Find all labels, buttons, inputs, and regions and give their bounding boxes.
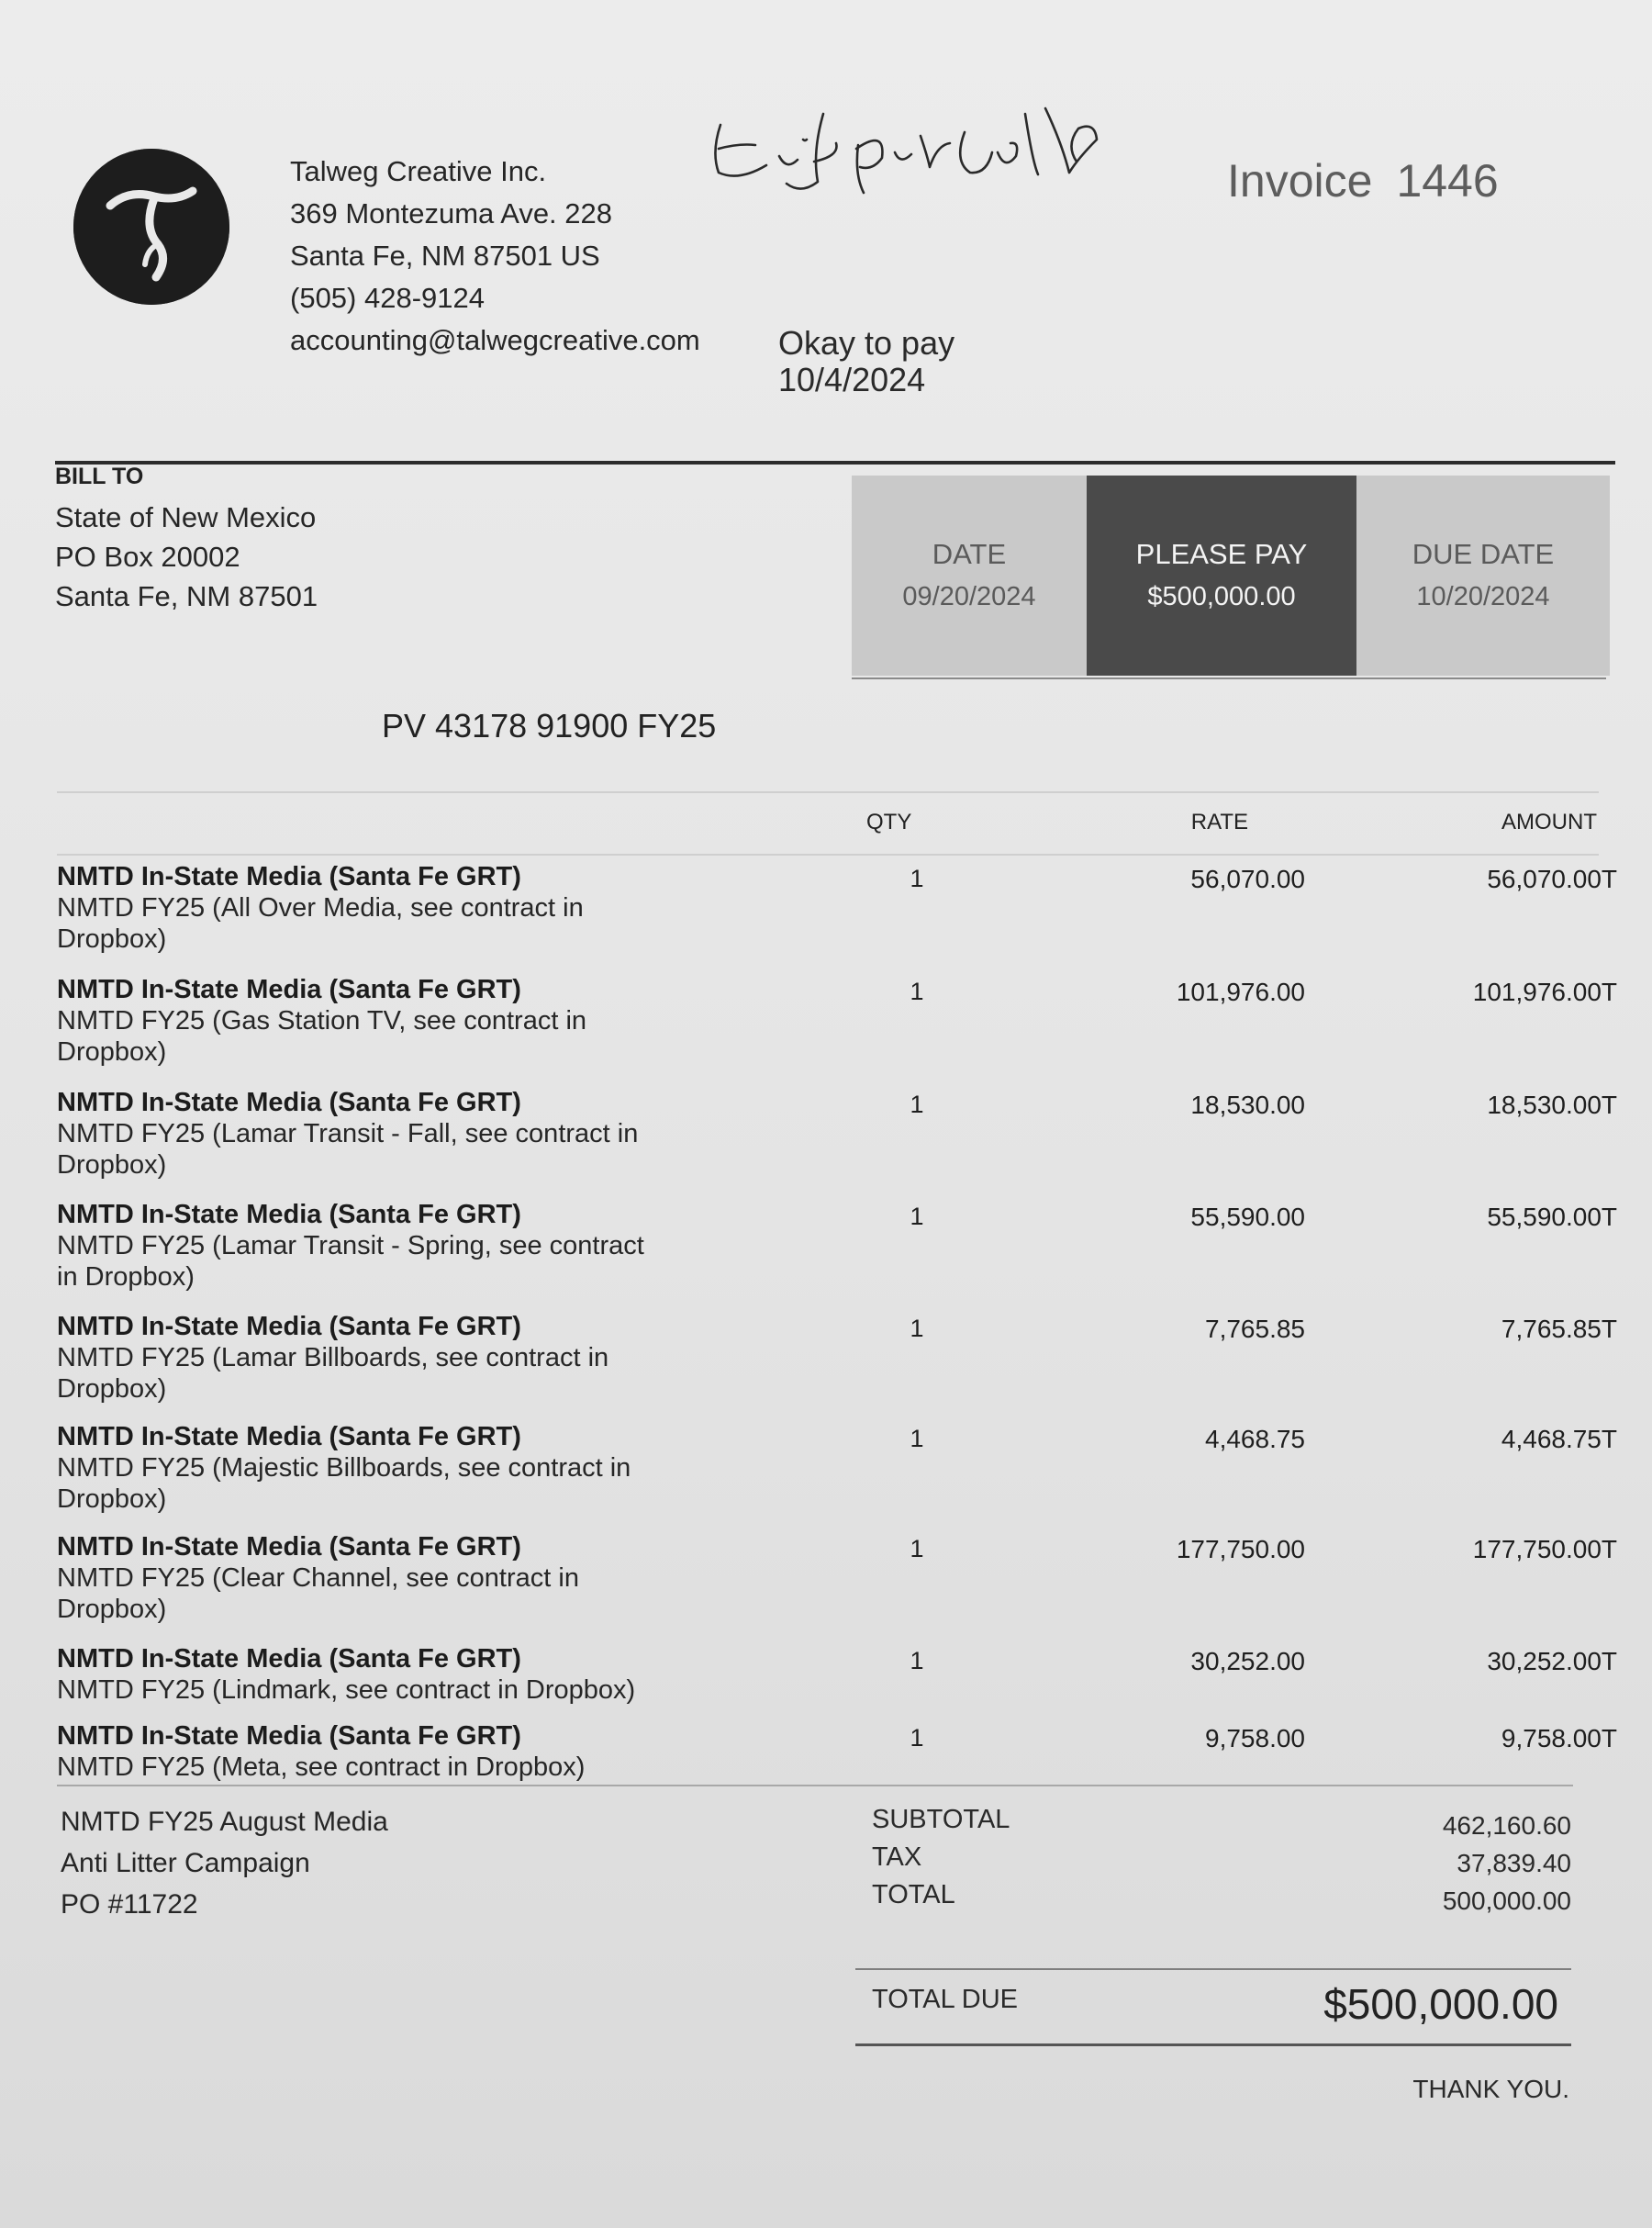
- line-item-description: [57, 861, 718, 955]
- summary-divider: [852, 677, 1606, 679]
- line-item-detail: NMTD FY25 (Lindmark, see contract in Dropbox): [57, 1675, 636, 1705]
- subtotal-value: 462,160.60: [1442, 1811, 1571, 1840]
- line-item-name: NMTD In-State Media (Santa Fe GRT): [57, 1532, 521, 1562]
- line-item-detail: NMTD FY25 (All Over Media, see contract in: [57, 893, 584, 923]
- line-item-detail-cont: Dropbox): [57, 924, 167, 954]
- note-line2: Anti Litter Campaign: [61, 1848, 310, 1878]
- total-due-value: $500,000.00: [1323, 1980, 1558, 2028]
- company-address-line1: 369 Montezuma Ave. 228: [290, 197, 613, 230]
- line-item-description: [57, 1643, 718, 1706]
- line-item-detail: NMTD FY25 (Meta, see contract in Dropbox): [57, 1752, 586, 1782]
- approval-date: 10/4/2024: [778, 361, 926, 398]
- line-item-name: NMTD In-State Media (Santa Fe GRT): [57, 1644, 521, 1674]
- line-item-detail-cont: Dropbox): [57, 1484, 167, 1514]
- talweg-logo-icon: [73, 149, 229, 305]
- line-item-amount: 4,468.75T: [1501, 1425, 1617, 1453]
- line-item-detail: NMTD FY25 (Lamar Transit - Spring, see contract: [57, 1231, 644, 1260]
- due-date-box: [1356, 476, 1610, 676]
- tax-value: 37,839.40: [1457, 1849, 1571, 1877]
- table-top-divider: [57, 791, 1599, 793]
- bill-to-address: [55, 498, 318, 616]
- note-line3: PO #11722: [61, 1889, 198, 1920]
- approval-text: Okay to pay: [778, 324, 955, 362]
- line-item-name: NMTD In-State Media (Santa Fe GRT): [57, 1422, 521, 1451]
- line-item-description: [57, 1199, 718, 1293]
- line-item-detail-cont: Dropbox): [57, 1037, 167, 1067]
- totals-values: [1285, 1807, 1571, 1920]
- total-due-label: TOTAL DUE: [872, 1985, 1018, 2014]
- line-item-amount: 55,590.00T: [1487, 1203, 1617, 1231]
- date-label: DATE: [932, 538, 1007, 570]
- company-phone: (505) 428-9124: [290, 282, 485, 314]
- line-item-qty: 1: [910, 1315, 924, 1342]
- line-item-amount: 18,530.00T: [1487, 1091, 1617, 1119]
- line-item-description: [57, 1720, 718, 1783]
- line-item-rate: 9,758.00: [1205, 1724, 1305, 1752]
- line-item-rate: 101,976.00: [1176, 978, 1305, 1006]
- line-item-detail-cont: in Dropbox): [57, 1262, 195, 1292]
- invoice-label: Invoice: [1227, 155, 1373, 207]
- please-pay-box: [1087, 476, 1356, 676]
- line-item-qty: 1: [910, 1647, 924, 1674]
- qty-column-header: QTY: [866, 810, 912, 834]
- total-due-bottom-divider: [855, 2043, 1571, 2046]
- note-line1: NMTD FY25 August Media: [61, 1807, 388, 1837]
- invoice-title: [1227, 154, 1499, 207]
- line-item-name: NMTD In-State Media (Santa Fe GRT): [57, 1200, 521, 1229]
- line-item-qty: 1: [910, 1203, 924, 1230]
- items-bottom-divider: [57, 1785, 1573, 1786]
- header-divider: [55, 461, 1615, 465]
- handwritten-signature: [702, 88, 1106, 207]
- thank-you-note: THANK YOU.: [1412, 2075, 1569, 2103]
- header-row-divider: [57, 854, 1599, 856]
- line-item-detail: NMTD FY25 (Lamar Billboards, see contract in: [57, 1343, 609, 1372]
- company-address-line2: Santa Fe, NM 87501 US: [290, 240, 600, 272]
- subtotal-label: SUBTOTAL: [872, 1805, 1010, 1834]
- line-item-amount: 7,765.85T: [1501, 1315, 1617, 1343]
- line-item-amount: 9,758.00T: [1501, 1724, 1617, 1752]
- line-item-description: [57, 1087, 718, 1181]
- invoice-notes: [61, 1801, 388, 1925]
- company-name: Talweg Creative Inc.: [290, 155, 547, 187]
- line-item-detail-cont: Dropbox): [57, 1374, 167, 1404]
- line-item-qty: 1: [910, 1091, 924, 1118]
- line-item-detail-cont: Dropbox): [57, 1150, 167, 1180]
- bill-to-line1: State of New Mexico: [55, 501, 317, 533]
- line-item-amount: 30,252.00T: [1487, 1647, 1617, 1675]
- line-item-qty: 1: [910, 865, 924, 892]
- line-item-qty: 1: [910, 978, 924, 1005]
- line-item-name: NMTD In-State Media (Santa Fe GRT): [57, 1088, 521, 1117]
- line-item-description: [57, 974, 718, 1068]
- line-item-description: [57, 1311, 718, 1405]
- line-item-qty: 1: [910, 1724, 924, 1752]
- line-item-name: NMTD In-State Media (Santa Fe GRT): [57, 975, 521, 1004]
- rate-column-header: RATE: [1190, 810, 1248, 834]
- line-item-rate: 7,765.85: [1205, 1315, 1305, 1343]
- line-item-detail: NMTD FY25 (Clear Channel, see contract in: [57, 1563, 579, 1593]
- line-item-detail: NMTD FY25 (Gas Station TV, see contract in: [57, 1006, 587, 1036]
- invoice-number: 1446: [1396, 155, 1499, 207]
- please-pay-label: PLEASE PAY: [1135, 538, 1308, 570]
- line-item-name: NMTD In-State Media (Santa Fe GRT): [57, 862, 521, 891]
- line-item-amount: 177,750.00T: [1472, 1535, 1617, 1563]
- line-item-qty: 1: [910, 1535, 924, 1562]
- line-item-detail: NMTD FY25 (Lamar Transit - Fall, see contract in: [57, 1119, 639, 1148]
- line-item-rate: 55,590.00: [1190, 1203, 1305, 1231]
- total-label: TOTAL: [872, 1880, 955, 1909]
- company-email: accounting@talwegcreative.com: [290, 324, 700, 356]
- tax-label: TAX: [872, 1842, 922, 1872]
- total-value: 500,000.00: [1442, 1887, 1571, 1915]
- amount-column-header: AMOUNT: [1501, 810, 1597, 834]
- line-item-description: [57, 1531, 718, 1625]
- totals-labels: [872, 1801, 1010, 1914]
- line-item-detail-cont: Dropbox): [57, 1595, 167, 1624]
- company-info: [290, 151, 700, 362]
- line-item-rate: 177,750.00: [1176, 1535, 1305, 1563]
- line-item-rate: 56,070.00: [1190, 865, 1305, 893]
- approval-note: [778, 325, 954, 398]
- due-date-value: 10/20/2024: [1416, 582, 1550, 611]
- line-item-rate: 4,468.75: [1205, 1425, 1305, 1453]
- line-item-qty: 1: [910, 1425, 924, 1452]
- bill-to-line2: PO Box 20002: [55, 541, 240, 573]
- line-item-description: [57, 1421, 718, 1515]
- line-item-rate: 18,530.00: [1190, 1091, 1305, 1119]
- pv-reference: PV 43178 91900 FY25: [382, 707, 717, 745]
- date-value: 09/20/2024: [902, 582, 1036, 611]
- bill-to-label: BILL TO: [55, 464, 144, 489]
- line-item-detail: NMTD FY25 (Majestic Billboards, see contract in: [57, 1453, 631, 1483]
- line-item-name: NMTD In-State Media (Santa Fe GRT): [57, 1721, 521, 1751]
- due-date-label: DUE DATE: [1412, 538, 1555, 570]
- total-due-top-divider: [855, 1968, 1571, 1970]
- line-item-amount: 56,070.00T: [1487, 865, 1617, 893]
- line-item-name: NMTD In-State Media (Santa Fe GRT): [57, 1312, 521, 1341]
- date-box: [852, 476, 1087, 676]
- please-pay-value: $500,000.00: [1147, 582, 1296, 611]
- bill-to-line3: Santa Fe, NM 87501: [55, 580, 318, 612]
- line-item-amount: 101,976.00T: [1472, 978, 1617, 1006]
- line-item-rate: 30,252.00: [1190, 1647, 1305, 1675]
